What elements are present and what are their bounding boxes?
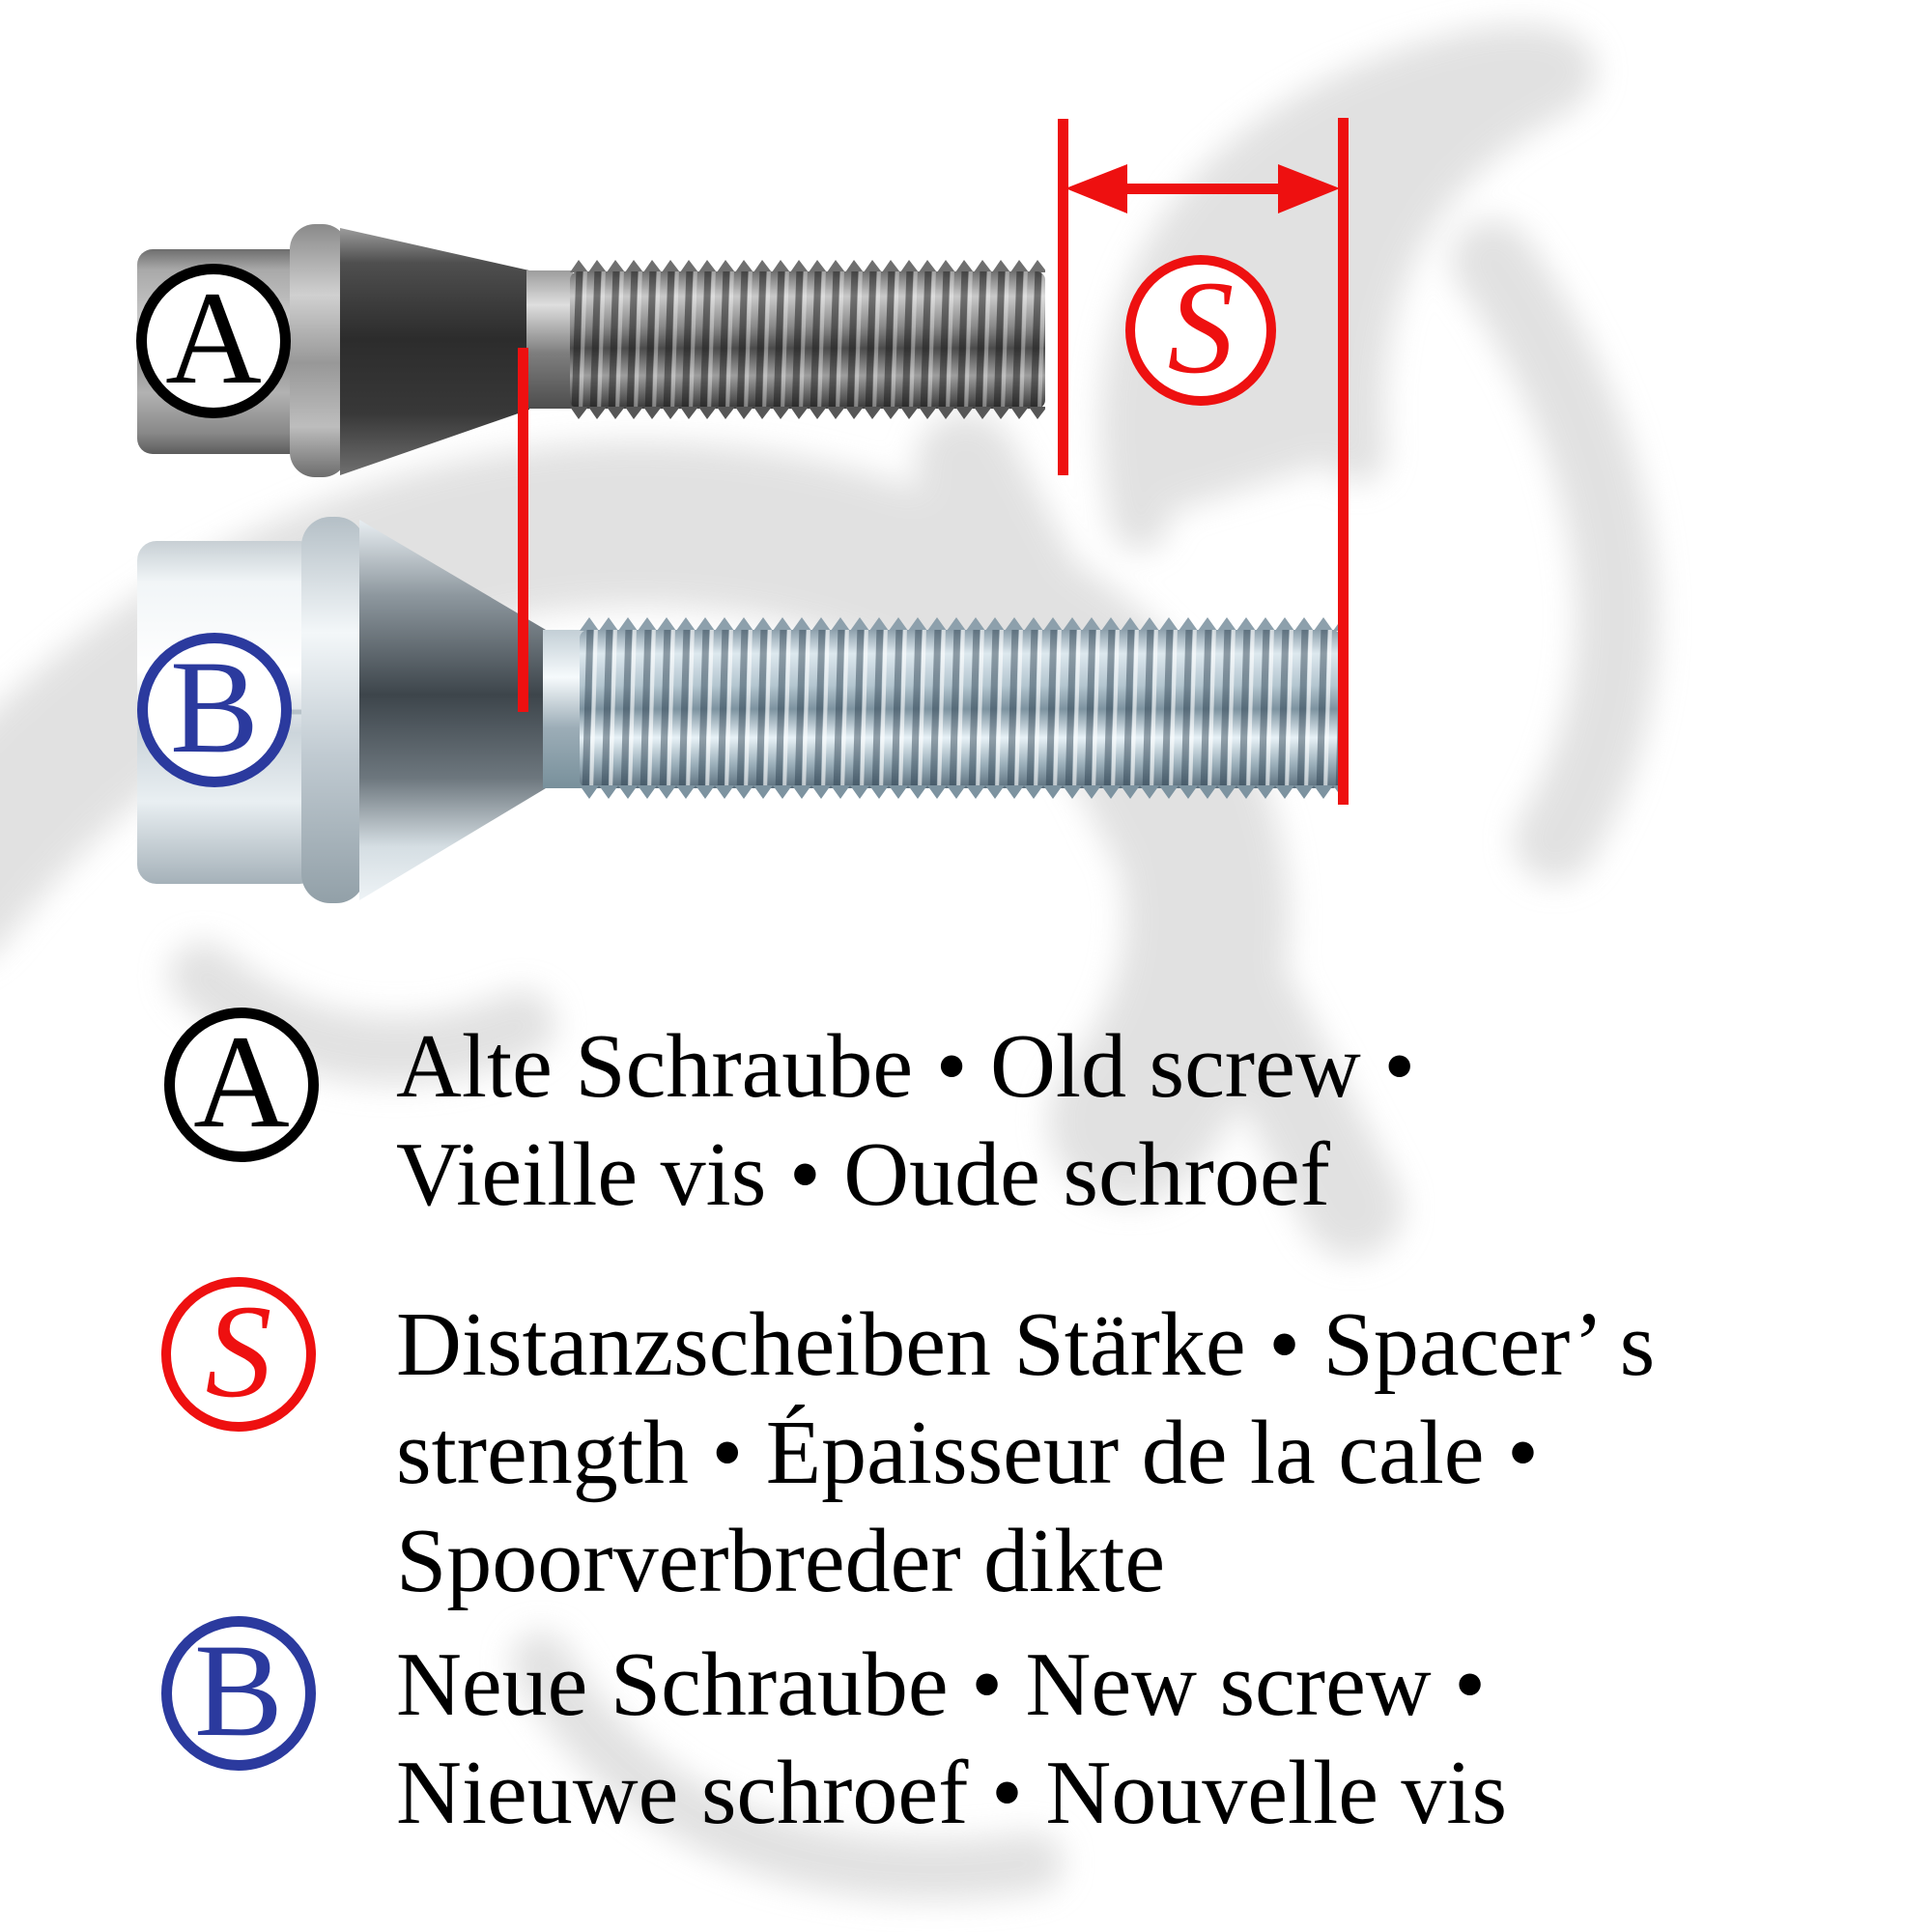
spacer-letter: S	[1167, 252, 1235, 401]
spacer-width-arrow	[1065, 164, 1340, 213]
legend-line: Neue Schraube • New screw •	[396, 1634, 1487, 1735]
legend-old-screw-letter: A	[193, 1007, 290, 1155]
new-screw-end-line	[1338, 118, 1349, 805]
legend-line: Distanzscheiben Stärke • Spacer’ s	[396, 1294, 1656, 1395]
new-screw-badge	[137, 633, 292, 787]
old-screw-end-line	[1058, 119, 1068, 475]
old-screw-badge	[136, 264, 291, 418]
legend-new-screw-letter: B	[193, 1615, 284, 1764]
legend-spacer-badge	[161, 1277, 316, 1432]
old-screw-letter: A	[165, 263, 262, 412]
legend-spacer-text	[396, 1291, 1655, 1615]
legend-line: strength • Épaisseur de la cale •	[396, 1403, 1539, 1503]
screw-length-difference-line	[518, 348, 528, 712]
legend-old-screw-text	[396, 1012, 1415, 1229]
legend-line: Vieille vis • Oude schroef	[396, 1124, 1330, 1225]
legend-new-screw-badge	[161, 1616, 316, 1771]
legend-line: Nieuwe schroef • Nouvelle vis	[396, 1743, 1508, 1843]
legend-new-screw-text	[396, 1631, 1507, 1847]
legend-line: Alte Schraube • Old screw •	[396, 1016, 1416, 1117]
spacer-badge	[1125, 252, 1276, 406]
legend-line: Spoorverbreder dikte	[396, 1511, 1166, 1611]
new-screw-illustration	[137, 517, 1341, 903]
legend-spacer-letter: S	[205, 1276, 272, 1425]
new-screw-letter: B	[169, 632, 260, 781]
legend-old-screw-badge	[164, 1008, 319, 1162]
